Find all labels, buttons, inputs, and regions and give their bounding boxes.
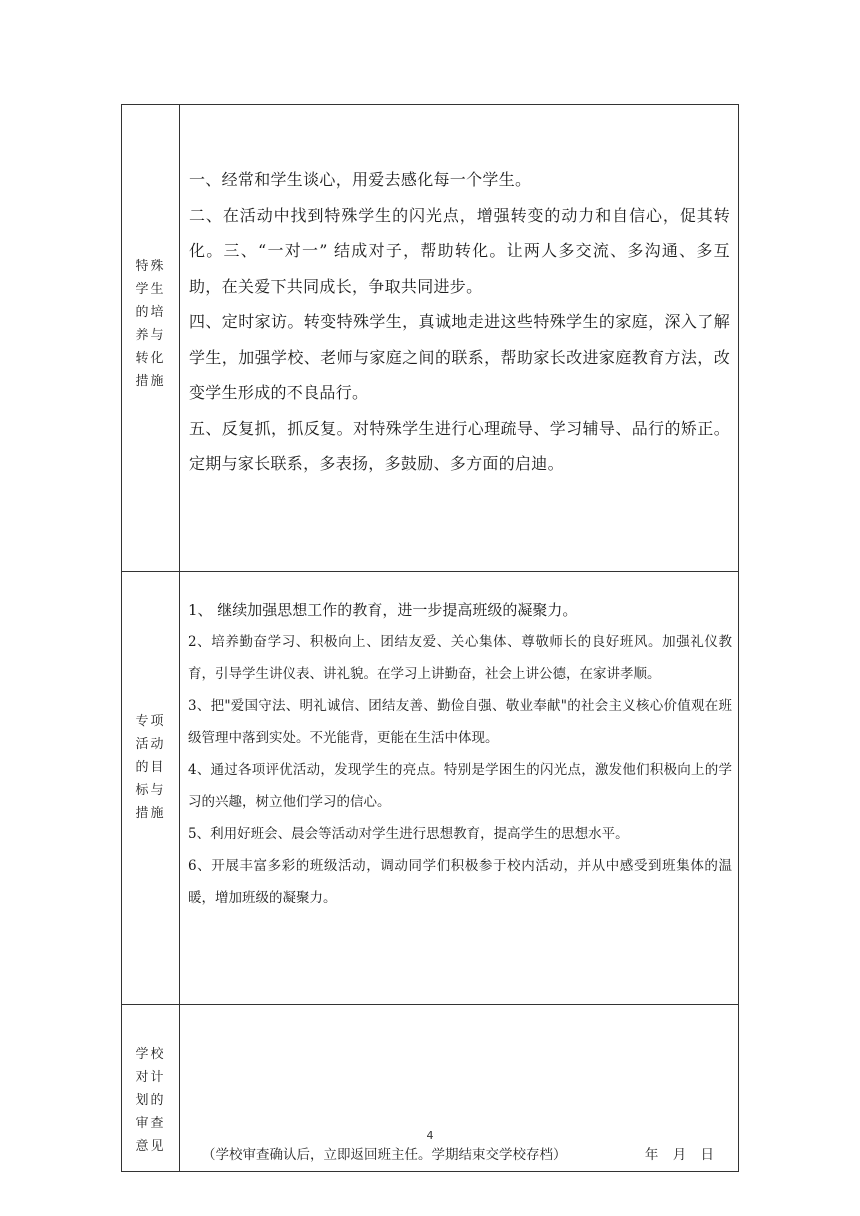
row-content-cell: [180, 1005, 739, 1172]
table-row: [122, 572, 739, 1005]
row-label-cell: [122, 572, 180, 1005]
table-row: [122, 105, 739, 572]
paragraph: 四、定时家访。转变特殊学生，真诚地走进这些特殊学生的家庭，深入了解学生，加强学校、老师与家庭之间的联系，帮助家长改进家庭教育方法，改变学生形成的不良品行。: [189, 312, 730, 402]
table-row: [122, 1005, 739, 1172]
row-label: 专项活动的目标与措施: [135, 714, 166, 821]
list-item: 2、培养勤奋学习、积极向上、团结友爱、关心集体、尊敬师长的良好班风。加强礼仪教育，引导学生讲仪表、讲礼貌。在学习上讲勤奋，社会上讲公德，在家讲孝顺。: [188, 634, 732, 682]
footer-note: （学校审查确认后，立即返回班主任。学期结束交学校存档）: [202, 1147, 567, 1163]
plan-table: [121, 104, 739, 1172]
row-label-cell: [122, 1005, 180, 1172]
row-label: 特殊学生的培养与转化措施: [135, 259, 166, 389]
list-item: 4、通过各项评优活动，发现学生的亮点。特别是学困生的闪光点，激发他们积极向上的学习的兴趣，树立他们学习的信心。: [188, 762, 732, 810]
row-content-cell: [180, 572, 739, 1005]
paragraph: 二、在活动中找到特殊学生的闪光点，增强转变的动力和自信心，促其转化。三、“一对一” 结成对子，帮助转化。让两人多交流、多沟通、多互助，在关爱下共同成长，争取共同进步。: [189, 205, 730, 296]
list-item: 5、利用好班会、晨会等活动对学生进行思想教育，提高学生的思想水平。: [188, 826, 629, 842]
list-item: 3、把"爱国守法、明礼诚信、团结友善、勤俭自强、敬业奉献"的社会主义核心价值观在班级管理中落到实处。不光能背，更能在生活中体现。: [188, 698, 732, 746]
paragraph: 一、经常和学生谈心，用爱去感化每一个学生。: [189, 170, 532, 189]
list-item: 6、开展丰富多彩的班级活动，调动同学们积极参于校内活动，并从中感受到班集体的温暖，增加班级的凝聚力。: [188, 858, 732, 906]
page-number: 4: [426, 1129, 434, 1142]
row-label: 学校对计划的审查意见: [135, 1047, 166, 1154]
row-label-cell: [122, 105, 180, 572]
list-item: 1、 继续加强思想工作的教育，进一步提高班级的凝聚力。: [188, 601, 578, 619]
paragraph: 五、反复抓，抓反复。对特殊学生进行心理疏导、学习辅导、品行的矫正。定期与家长联系，多表扬，多鼓励、多方面的启迪。: [189, 418, 730, 473]
footer-date: 年 月 日: [644, 1147, 714, 1163]
row-content-cell: [180, 105, 739, 572]
